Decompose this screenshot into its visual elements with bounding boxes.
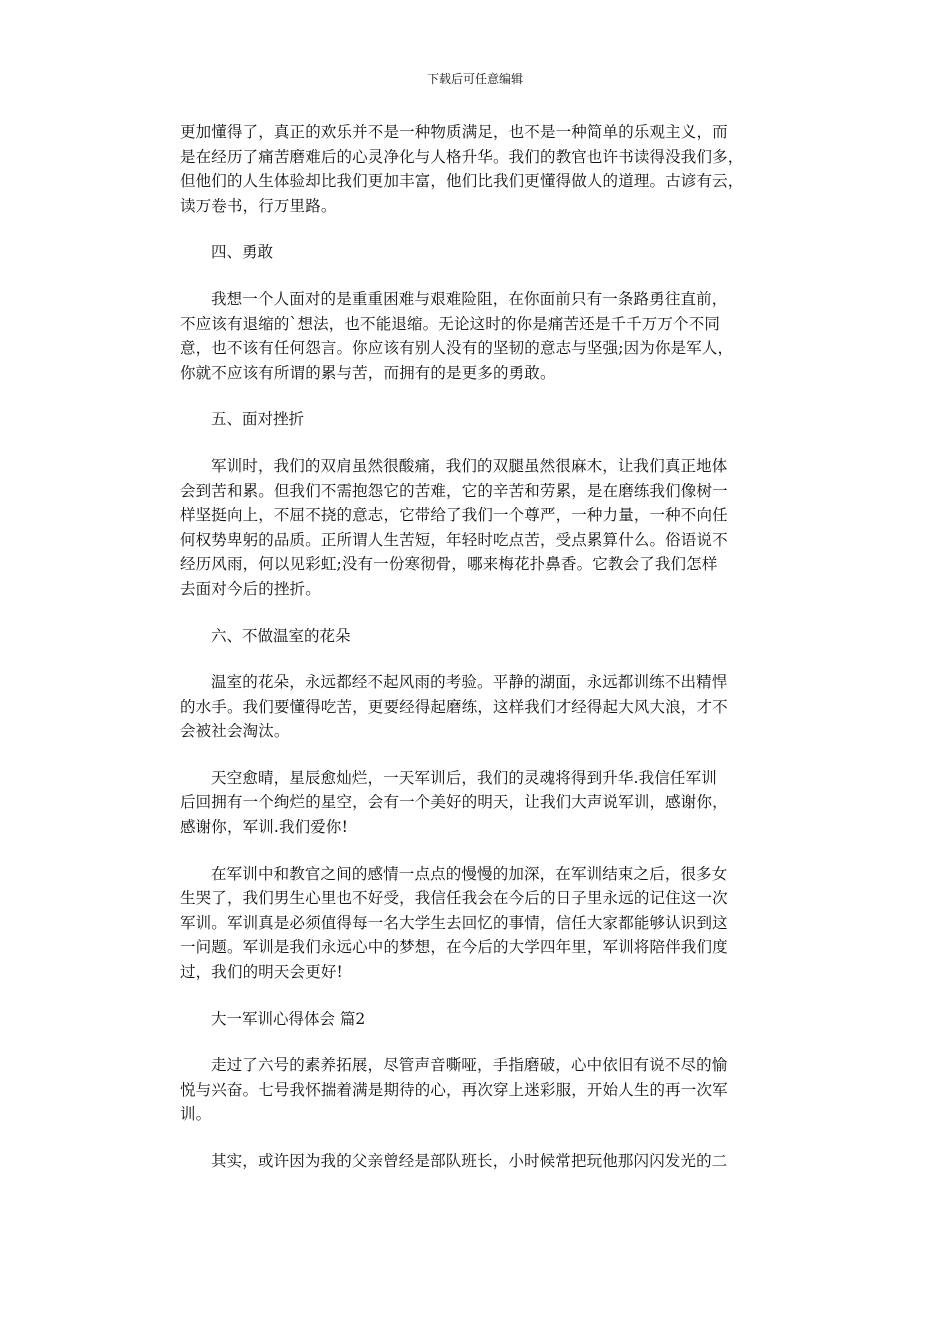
paragraph-line: 生哭了，我们男生心里也不好受，我信任我会在今后的日子里永远的记住这一次 [180,889,728,908]
paragraph-line: 军训。军训真是必须值得每一名大学生去回忆的事情，信任大家都能够认识到这 [180,913,728,932]
page-header: 下载后可任意编辑 [426,72,523,86]
paragraph-line: 其实，或许因为我的父亲曾经是部队班长，小时候常把玩他那闪闪发光的二 [211,1152,728,1170]
paragraph-line: 悦与兴奋。七号我怀揣着满是期待的心，再次穿上迷彩服，开始人生的再一次军 [180,1080,728,1099]
paragraph-line: 会到苦和累。但我们不需抱怨它的苦难，它的辛苦和劳累，是在磨练我们像树一 [180,481,728,500]
section-heading: 大一军训心得体会 篇2 [211,1009,366,1028]
paragraph-line: 何权势卑躬的品质。正所谓人生苦短，年轻时吃点苦，受点累算什么。俗语说不 [180,530,728,549]
paragraph-line: 经历风雨，何以见彩虹;没有一份寒彻骨，哪来梅花扑鼻香。它教会了我们怎样 [180,555,718,574]
paragraph-line: 走过了六号的素养拓展，尽管声音嘶哑，手指磨破，心中依旧有说不尽的愉 [211,1056,728,1075]
document-body [180,120,772,1174]
paragraph [180,1053,772,1127]
paragraph-line: 天空愈晴，星辰愈灿烂，一天军训后，我们的灵魂将得到升华.我信任军训 [211,768,717,787]
paragraph-line: 军训时，我们的双肩虽然很酸痛，我们的双腿虽然很麻木，让我们真正地体 [211,456,728,475]
paragraph [180,670,772,744]
paragraph [180,766,772,840]
section-heading: 六、不做温室的花朵 [211,626,351,645]
paragraph-line: 意，也不该有任何怨言。你应该有别人没有的坚韧的意志与坚强;因为你是军人， [180,339,734,358]
paragraph-line: 一问题。军训是我们永远心中的梦想，在今后的大学四年里，军训将陪伴我们度 [180,938,728,957]
paragraph-line: 更加懂得了，真正的欢乐并不是一种物质满足，也不是一种简单的乐观主义，而 [180,123,728,141]
paragraph-line: 训。 [180,1105,212,1124]
section-heading: 五、面对挫折 [211,410,305,429]
paragraph-line: 我想一个人面对的是重重困难与艰难险阻，在你面前只有一条路勇往直前， [211,289,728,308]
paragraph [180,287,772,385]
paragraph [180,862,772,985]
paragraph-line: 样坚挺向上，不屈不挠的意志，它带给了我们一个尊严，一种力量，一种不向任 [180,506,728,525]
paragraph [180,120,772,218]
paragraph-line: 你就不应该有所谓的累与苦，而拥有的是更多的勇敢。 [180,363,556,382]
paragraph-line: 在军训中和教官之间的感情一点点的慢慢的加深，在军训结束之后，很多女 [211,864,728,883]
paragraph-line: 后回拥有一个绚烂的星空，会有一个美好的明天，让我们大声说军训，感谢你， [180,793,728,812]
paragraph-line: 是在经历了痛苦磨难后的心灵净化与人格升华。我们的教官也许书读得没我们多， [180,147,744,166]
paragraph-line: 温室的花朵，永远都经不起风雨的考验。平静的湖面，永远都训练不出精悍 [211,673,728,692]
paragraph-line: 过，我们的明天会更好! [180,963,343,982]
section-heading: 四、勇敢 [211,243,274,262]
paragraph [180,1149,772,1174]
paragraph-line: 读万卷书，行万里路。 [180,196,337,215]
paragraph-line: 不应该有退缩的`想法，也不能退缩。无论这时的你是痛苦还是千千万万个不同 [180,314,721,333]
paragraph-line: 的水手。我们要懂得吃苦，更要经得起磨练，这样我们才经得起大风大浪，才不 [180,697,728,716]
paragraph [180,454,772,602]
paragraph-line: 会被社会淘汰。 [180,722,290,741]
paragraph-line: 但他们的人生体验却比我们更加丰富，他们比我们更懂得做人的道理。古谚有云， [180,172,744,191]
paragraph-line: 感谢你，军训.我们爱你! [180,818,348,837]
paragraph-line: 去面对今后的挫折。 [180,579,321,598]
